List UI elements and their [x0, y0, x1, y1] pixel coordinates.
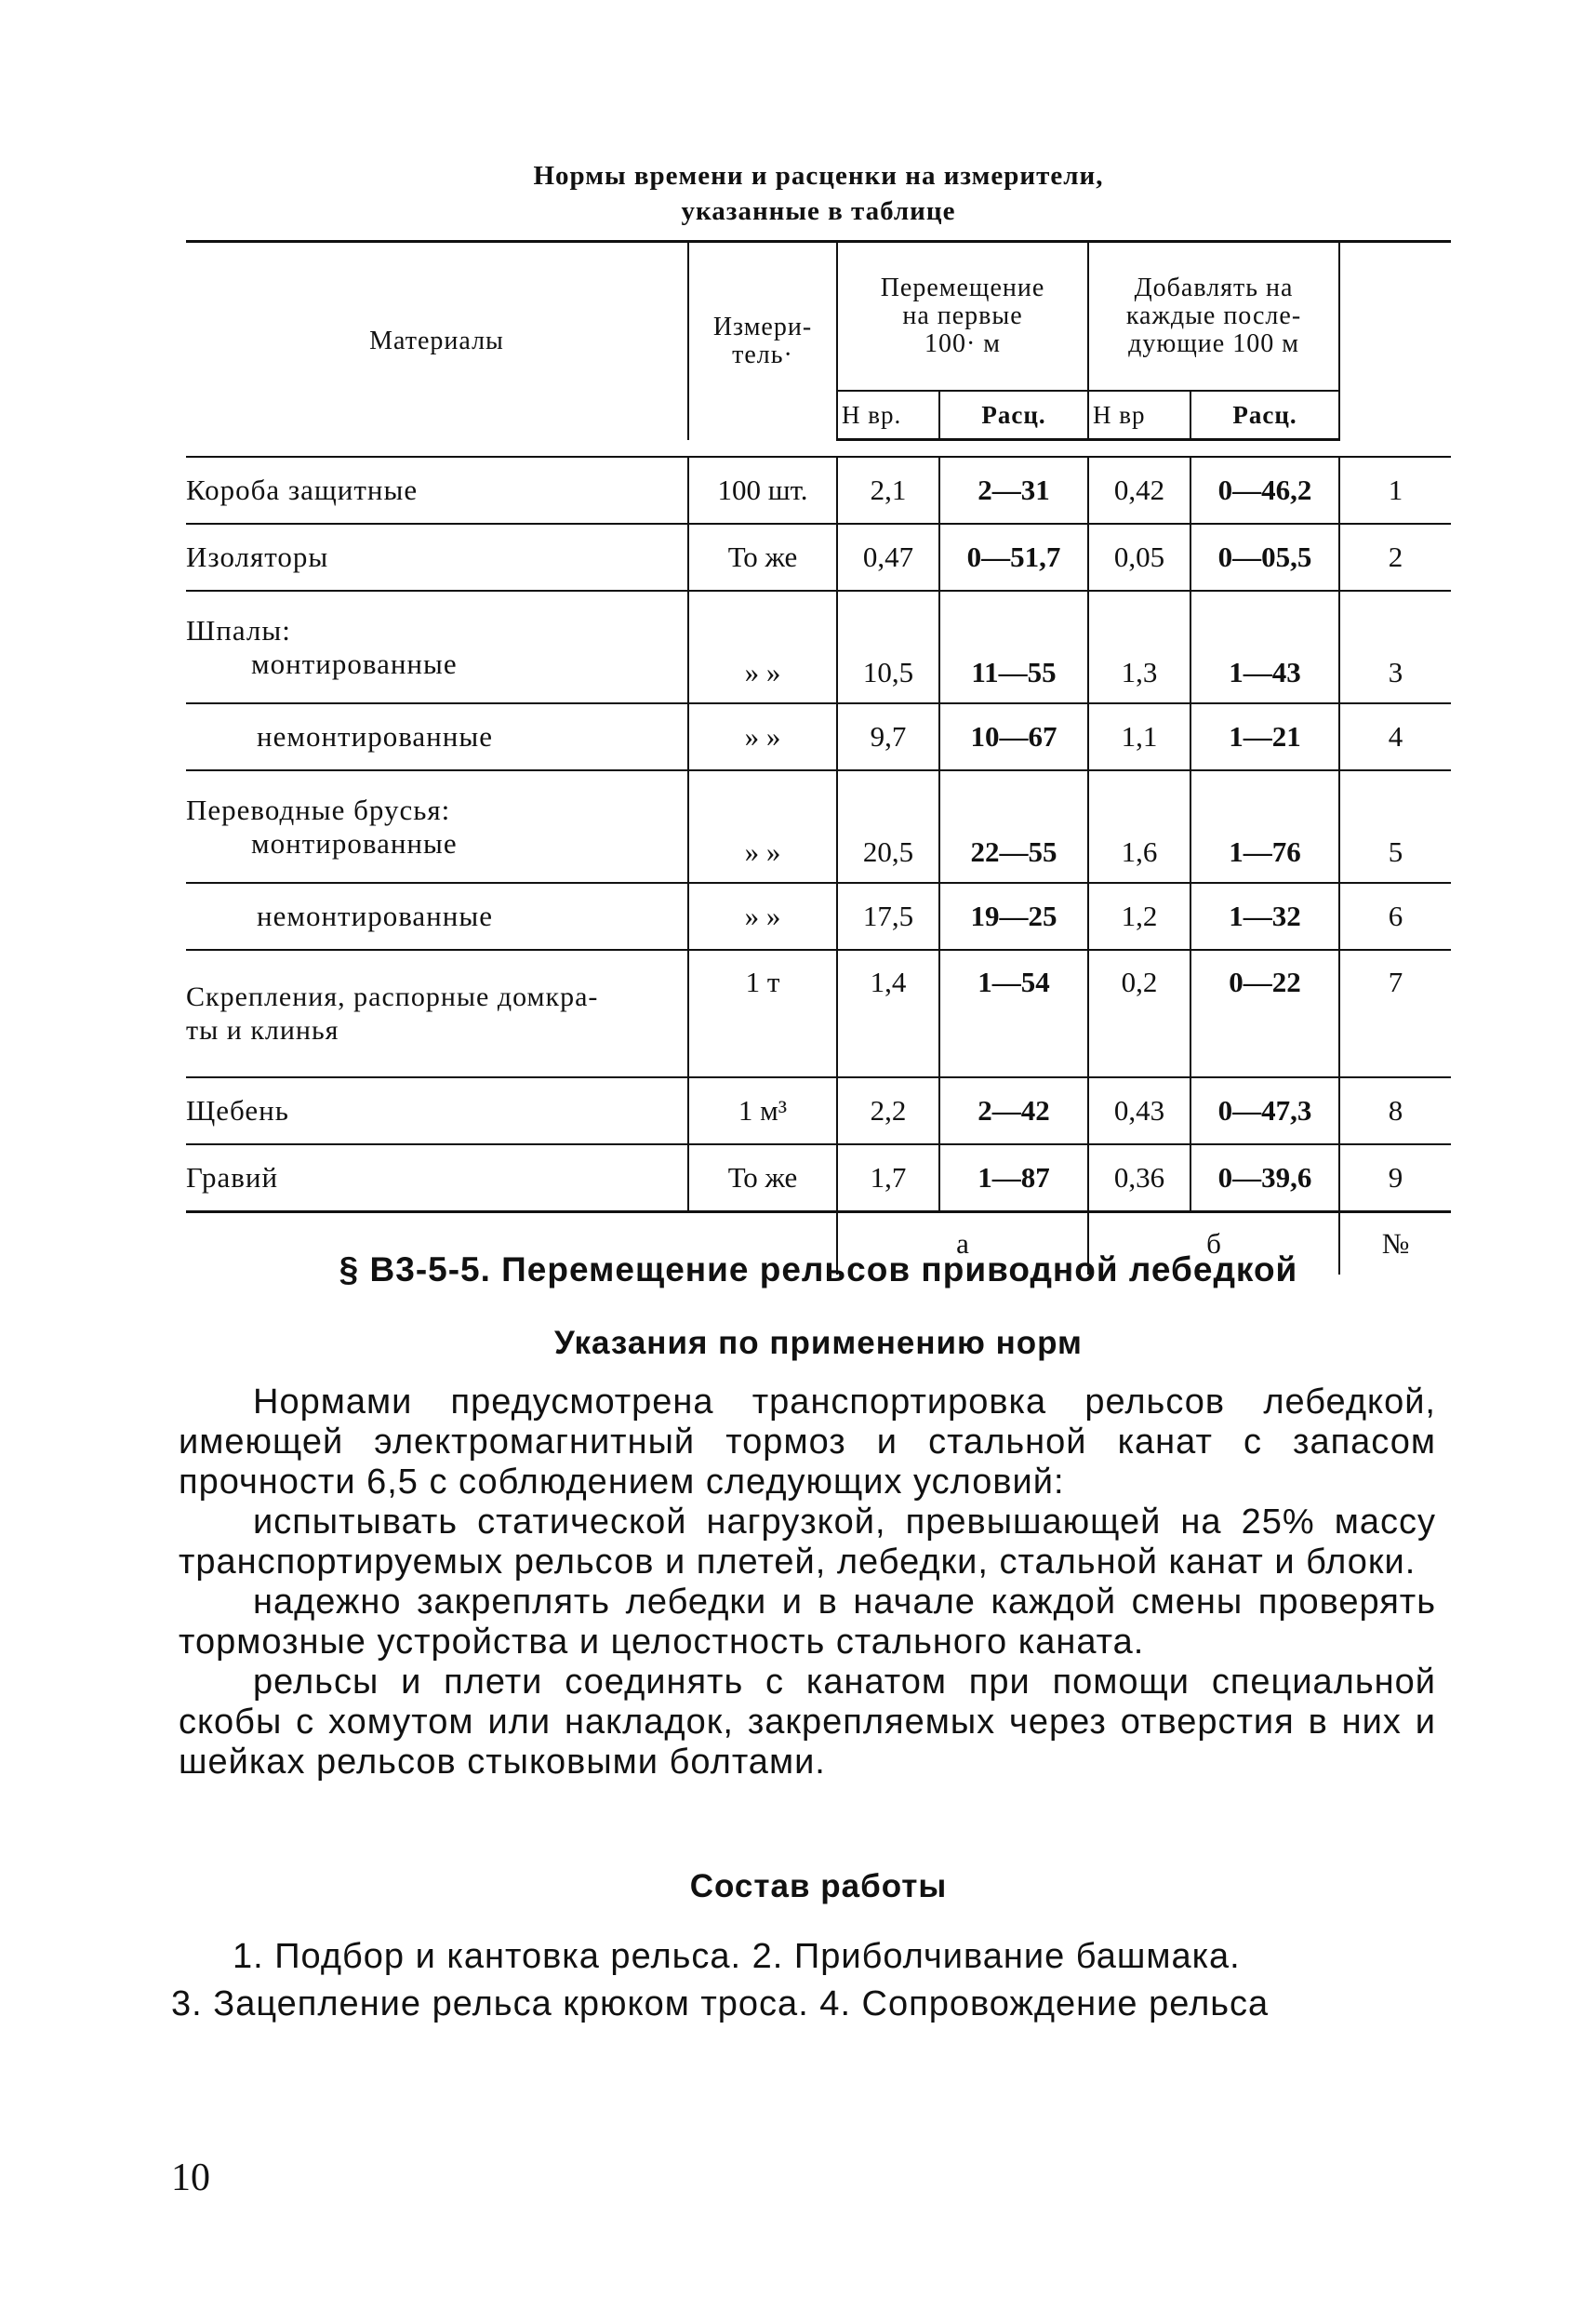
row-number: 5	[1339, 770, 1451, 883]
row-material	[186, 591, 688, 703]
header-unit-line1: Измери-	[712, 312, 813, 341]
table-spacer	[186, 440, 1451, 458]
guidelines-text	[179, 1382, 1436, 1783]
row-number: 1	[1339, 457, 1451, 524]
row-a-hvr: 1,4	[837, 950, 939, 1077]
row-unit: 1 т	[688, 950, 837, 1077]
header-group-b-line1: Добавлять на	[1134, 274, 1294, 302]
row-a-hvr: 1,7	[837, 1144, 939, 1212]
row-number: 2	[1339, 524, 1451, 591]
row-a-rasc: 11—55	[939, 591, 1088, 703]
header-materials: Материалы	[186, 242, 688, 440]
row-material	[186, 950, 688, 1077]
row-number: 8	[1339, 1077, 1451, 1144]
row-b-hvr: 0,43	[1088, 1077, 1190, 1144]
row-unit: » »	[688, 883, 837, 950]
row-b-hvr: 1,6	[1088, 770, 1190, 883]
table-row	[186, 950, 1451, 1077]
footer-label-a: а	[837, 1212, 1088, 1275]
row-a-rasc: 1—54	[939, 950, 1088, 1077]
paragraph: надежно закреплять лебедки и в начале каждой смены проверять тормозные устройства и целостность стального каната.	[179, 1582, 1436, 1662]
row-number: 4	[1339, 703, 1451, 770]
table-row	[186, 1077, 1451, 1144]
row-a-hvr: 17,5	[837, 883, 939, 950]
row-material: немонтированные	[257, 720, 493, 753]
table-caption	[186, 158, 1451, 229]
table-caption-line1: Нормы времени и расценки на измерители,	[533, 161, 1104, 191]
work-composition-title: Состав работы	[689, 1868, 948, 1904]
table-row	[186, 591, 1451, 703]
row-b-rasc: 0—47,3	[1190, 1077, 1339, 1144]
header-group-b-line3: дующие 100 м	[1128, 329, 1299, 358]
row-b-hvr: 0,42	[1088, 457, 1190, 524]
row-b-rasc: 0—05,5	[1190, 524, 1339, 591]
row-group-label: Переводные брусья:	[186, 793, 451, 826]
work-line: 1. Подбор и кантовка рельса. 2. Приболчивание башмака.	[233, 1937, 1241, 1976]
row-a-rasc: 2—42	[939, 1077, 1088, 1144]
row-material-line2: ты и клинья	[186, 1014, 339, 1046]
row-material-sub: монтированные	[251, 647, 458, 680]
work-composition-text	[171, 1933, 1436, 2028]
table-row	[186, 457, 1451, 524]
row-number: 9	[1339, 1144, 1451, 1212]
row-material: Короба защитные	[186, 474, 419, 506]
row-unit: » »	[688, 591, 837, 703]
header-unit	[688, 242, 837, 440]
row-material-sub: монтированные	[251, 826, 458, 860]
row-b-hvr: 0,05	[1088, 524, 1190, 591]
row-b-rasc: 1—76	[1190, 770, 1339, 883]
header-b-hvr: Н вр	[1088, 391, 1190, 440]
row-unit: 1 м³	[688, 1077, 837, 1144]
row-a-hvr: 20,5	[837, 770, 939, 883]
row-number: 6	[1339, 883, 1451, 950]
row-a-hvr: 2,1	[837, 457, 939, 524]
row-a-rasc: 2—31	[939, 457, 1088, 524]
table-caption-line2: указанные в таблице	[681, 196, 956, 226]
header-group-a-line1: Перемещение	[880, 274, 1045, 302]
row-unit: » »	[688, 770, 837, 883]
header-b-rasc: Расц.	[1190, 391, 1339, 440]
row-material: немонтированные	[257, 900, 493, 932]
header-a-rasc: Расц.	[939, 391, 1088, 440]
table-row	[186, 770, 1451, 883]
paragraph: рельсы и плети соединять с канатом при помощи специальной скобы с хомутом или накладок, закрепляемых через отверстия в них и шейках рельсов стыковыми болтами.	[179, 1662, 1436, 1782]
norms-table	[186, 240, 1451, 1275]
row-material	[186, 770, 688, 883]
row-b-rasc: 1—32	[1190, 883, 1339, 950]
row-a-rasc: 19—25	[939, 883, 1088, 950]
row-b-rasc: 1—43	[1190, 591, 1339, 703]
row-a-hvr: 2,2	[837, 1077, 939, 1144]
header-number-column	[1339, 242, 1451, 440]
header-group-each-next-100m	[1088, 242, 1339, 392]
row-b-rasc: 0—39,6	[1190, 1144, 1339, 1212]
row-b-rasc: 0—46,2	[1190, 457, 1339, 524]
work-line: 3. Зацепление рельса крюком троса. 4. Сопровождение рельса	[171, 1984, 1270, 2023]
guidelines-title: Указания по применению норм	[554, 1325, 1083, 1361]
row-a-rasc: 22—55	[939, 770, 1088, 883]
row-b-hvr: 0,36	[1088, 1144, 1190, 1212]
row-a-hvr: 10,5	[837, 591, 939, 703]
row-a-rasc: 0—51,7	[939, 524, 1088, 591]
row-unit: То же	[688, 524, 837, 591]
paragraph: Нормами предусмотрена транспортировка рельсов лебедкой, имеющей электромагнитный тормоз и стальной канат с запасом прочности 6,5 с соблюдением следующих условий:	[179, 1382, 1436, 1502]
header-group-a-line3: 100· м	[924, 329, 1002, 358]
row-number: 7	[1339, 950, 1451, 1077]
row-b-hvr: 0,2	[1088, 950, 1190, 1077]
row-b-hvr: 1,3	[1088, 591, 1190, 703]
row-b-hvr: 1,1	[1088, 703, 1190, 770]
row-group-label: Шпалы:	[186, 613, 291, 647]
row-material: Изоляторы	[186, 541, 329, 573]
row-material: Гравий	[186, 1161, 279, 1194]
paragraph: испытывать статической нагрузкой, превышающей на 25% массу транспортируемых рельсов и плетей, лебедки, стальной канат и блоки.	[179, 1502, 1436, 1582]
table-row	[186, 703, 1451, 770]
row-a-hvr: 0,47	[837, 524, 939, 591]
row-a-rasc: 1—87	[939, 1144, 1088, 1212]
row-material-line1: Скрепления, распорные домкра-	[186, 981, 599, 1012]
table-row	[186, 524, 1451, 591]
table-row	[186, 883, 1451, 950]
table-row	[186, 1144, 1451, 1212]
footer-label-b: б	[1088, 1212, 1339, 1275]
row-number: 3	[1339, 591, 1451, 703]
header-group-a-line2: на первые	[902, 301, 1023, 330]
row-unit: 100 шт.	[688, 457, 837, 524]
row-unit: То же	[688, 1144, 837, 1212]
row-unit: » »	[688, 703, 837, 770]
row-b-rasc: 0—22	[1190, 950, 1339, 1077]
header-group-first-100m	[837, 242, 1088, 392]
header-a-hvr: Н вр.	[837, 391, 939, 440]
row-b-rasc: 1—21	[1190, 703, 1339, 770]
row-b-hvr: 1,2	[1088, 883, 1190, 950]
section-title: § В3-5-5. Перемещение рельсов приводной лебедкой	[339, 1250, 1298, 1289]
header-unit-line2: тель·	[732, 340, 793, 369]
footer-label-number: №	[1339, 1212, 1451, 1275]
page-number: 10	[171, 2156, 210, 2199]
header-group-b-line2: каждые после-	[1125, 301, 1302, 330]
row-material: Щебень	[186, 1094, 289, 1127]
row-a-rasc: 10—67	[939, 703, 1088, 770]
row-a-hvr: 9,7	[837, 703, 939, 770]
